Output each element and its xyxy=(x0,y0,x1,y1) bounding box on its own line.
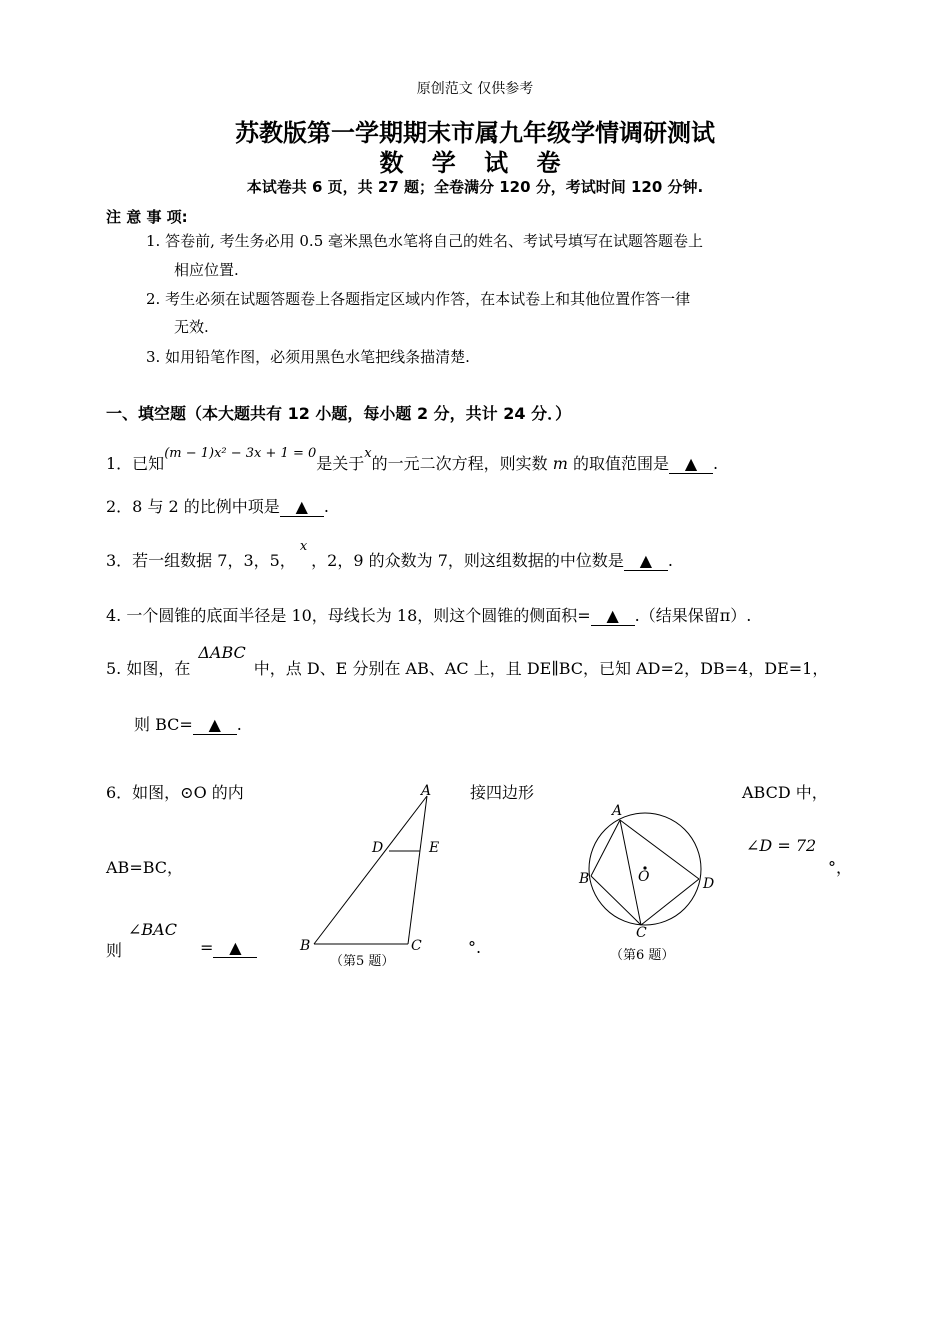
q3-answer-blank: ▲ xyxy=(624,551,668,571)
q3-prefix: 3．若一组数据 7，3，5， xyxy=(106,551,296,570)
q1-formula: (m − 1)x² − 3x + 1 = 0 xyxy=(164,446,317,461)
q1-prefix: 1．已知 xyxy=(106,454,165,473)
q5-answer-blank: ▲ xyxy=(193,715,237,735)
q6-answer-blank: ▲ xyxy=(213,938,257,958)
q5-prefix: 5. 如图，在 xyxy=(106,659,191,678)
q6-formula2: ∠BAC xyxy=(128,920,177,939)
q4-end: .（结果保留π）. xyxy=(634,606,752,625)
line-da xyxy=(620,820,699,879)
fig6-label-c: C xyxy=(636,925,647,941)
question-1 xyxy=(106,446,719,474)
exam-title: 苏教版第一学期期末市属九年级学情调研测试 xyxy=(235,119,715,147)
note-item-1: 1. 答卷前, 考生务必用 0.5 毫米黑色水笔将自己的姓名、考试号填写在试题答题卷上 xyxy=(146,232,704,250)
q6-end: °. xyxy=(468,938,482,957)
q3-mid: ，2，9 的众数为 7，则这组数据的中位数是 xyxy=(311,551,624,570)
q3-var: x xyxy=(299,539,308,554)
question-2 xyxy=(106,494,329,517)
figure-5-triangle xyxy=(292,778,452,970)
q2-answer-blank: ▲ xyxy=(280,497,324,517)
q6-line2: AB=BC， xyxy=(106,858,184,877)
note-item-2: 2. 考生必须在试题答题卷上各题指定区域内作答，在本试卷上和其他位置作答一律 xyxy=(146,290,691,308)
line-ab xyxy=(591,820,620,876)
q2-end: . xyxy=(323,497,329,516)
top-note: 原创范文 仅供参考 xyxy=(416,81,534,97)
line-ac xyxy=(408,796,427,944)
question-5 xyxy=(106,643,829,679)
fig5-label-c: C xyxy=(411,938,422,954)
note-item-1-cont: 相应位置. xyxy=(174,261,239,279)
q2-prefix: 2．8 与 2 的比例中项是 xyxy=(106,497,280,516)
q1-mid1: 是关于 xyxy=(316,454,365,473)
q6-prefix: 6．如图，⊙O 的内 xyxy=(106,783,244,802)
notes-heading: 注 意 事 项: xyxy=(106,208,188,226)
question-5-line2 xyxy=(134,712,242,735)
q6-line3-prefix: 则 xyxy=(106,941,123,960)
q4-prefix: 4. 一个圆锥的底面半径是 10，母线长为 18，则这个圆锥的侧面积= xyxy=(106,606,591,625)
q5-line2-prefix: 则 BC= xyxy=(134,715,193,734)
fig6-label-a: A xyxy=(612,803,623,819)
q1-var: x xyxy=(364,446,372,461)
fig6-label-o: O xyxy=(638,869,650,885)
q3-end: . xyxy=(667,551,673,570)
q6-degree-end: °， xyxy=(828,858,853,877)
line-ab xyxy=(314,796,427,944)
exam-subtitle: 数 学 试 卷 xyxy=(379,149,571,177)
q6-mid2: ABCD 中， xyxy=(742,783,828,802)
q4-answer-blank: ▲ xyxy=(591,606,635,626)
fig5-label-a: A xyxy=(421,783,432,799)
fig5-label-b: B xyxy=(300,938,311,954)
note-item-3: 3. 如用铅笔作图，必须用黑色水笔把线条描清楚. xyxy=(146,348,470,366)
q6-angle-formula: ∠D = 72 xyxy=(746,836,817,855)
q6-eq: = xyxy=(200,938,214,957)
q5-end: . xyxy=(236,715,242,734)
q1-answer-blank: ▲ xyxy=(669,454,713,474)
question-4 xyxy=(106,603,751,626)
q1-end: . xyxy=(713,454,719,473)
exam-info: 本试卷共 6 页，共 27 题；全卷满分 120 分，考试时间 120 分钟. xyxy=(246,178,704,196)
question-3 xyxy=(106,539,673,571)
figure-5-caption: （第5 题） xyxy=(330,954,395,969)
fig6-label-b: B xyxy=(579,871,590,887)
figure-6-caption: （第6 题） xyxy=(610,948,675,963)
q1-mid3: 的取值范围是 xyxy=(572,454,669,473)
fig5-label-d: D xyxy=(372,840,384,856)
section-heading: 一、填空题（本大题共有 12 小题，每小题 2 分，共计 24 分．） xyxy=(106,404,572,423)
q1-mid2: 的一元二次方程，则实数 xyxy=(371,454,548,473)
q6-mid1: 接四边形 xyxy=(470,783,535,802)
q5-formula: ΔABC xyxy=(198,643,246,662)
q6-answer xyxy=(200,938,257,958)
q5-text: 中，点 D、E 分别在 AB、AC 上，且 DE∥BC，已知 AD=2，DB=4，DE=1， xyxy=(253,659,829,678)
figure-6-circle xyxy=(572,796,722,946)
note-item-2-cont: 无效. xyxy=(174,318,209,336)
q1-var2: m xyxy=(552,454,568,473)
fig6-label-d: D xyxy=(703,876,715,892)
fig5-label-e: E xyxy=(429,840,440,856)
